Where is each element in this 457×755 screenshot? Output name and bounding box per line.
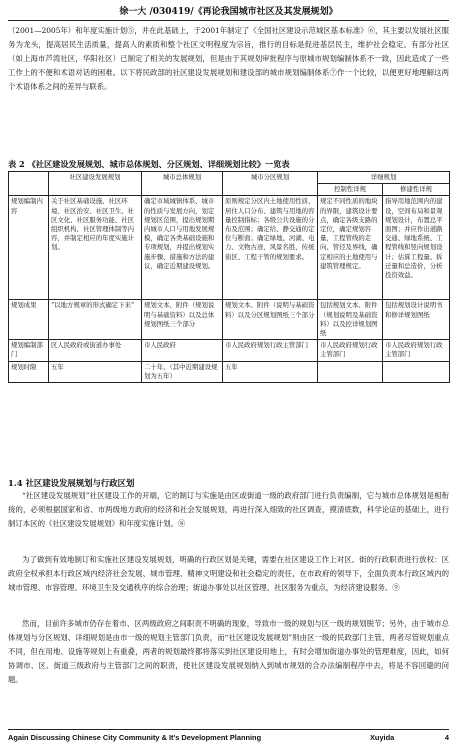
col-header-district: 城市分区规划 bbox=[223, 172, 318, 196]
running-header: 徐一大 /030419/《再论我国城市社区及其发展规划》 bbox=[119, 7, 338, 17]
row-header: 规划成果 bbox=[9, 300, 49, 340]
footer-rule bbox=[8, 729, 449, 730]
body-paragraph: “社区建设发展规划”社区建设工作的开端，它的制订与实施是由区或街道一级的政府部门进行负责编制，它与城市总体规划是相衔接的，必须根据国家和省、市两级地方政府的经济和社会发展规划，再进行深入细致的社区调查，摸清底数，科学论证的基础上，进行制订本区的《社区建设发展规划》和年度实施计划。⑧ bbox=[8, 491, 449, 528]
table-row bbox=[9, 340, 450, 361]
table-title: 表 2 《社区建设发展规划、城市总体规划、分区规划、详细规划比较》一览表 bbox=[8, 159, 290, 169]
table-cell: 市人民政府规划行政主管部门 bbox=[223, 340, 318, 361]
col-header-control: 控制性详规 bbox=[318, 184, 383, 196]
col-header-detailed: 详细规划 bbox=[318, 172, 450, 184]
row-header: 规划时限 bbox=[9, 361, 49, 382]
table-cell: 规定不同性质的地块的界限，建筑设计要点，确定各级支路的定位，确定规划容量，工程管线的走向、管径及界线，确定相应的土地使用与建筑管理规定。 bbox=[318, 196, 383, 300]
col-header-community: 社区建设发展规划 bbox=[49, 172, 142, 196]
intro-paragraph: （2001—2005年）和年度实施计划⑤，并在此基础上，于2001年制定了《全国社区建设示范城区基本标准》⑥，其主要以发展社区服务为龙头，提高居民生活质量，提高人的素质和整个社区文明程度为宗旨，推行的目标是促进基层民主，维护社会稳定。有部分社区（如上海市芦湾社区，华阳社区）已制定了相关的发展规划，但是由于其规划审批程序与原城市规划编制体系不一致，因此造成了一些工作上的不便和术语对话的困难。以下将民政部的社区建设发展规划和建设部的城市规划编制体系⑦作一个比较，以便更好地理解这两个术语体系之间的差异与联系。 bbox=[8, 26, 449, 91]
body-paragraph: 然而，目前许多城市仍存在着市、区两级政府之间职责不明确的现象，导致市一级的规划与区一级的规划脱节；另外，由于城市总体规划与分区规划、详细规划是由市一级的规划主管部门负责，而“社区建设发展规划”则由区一级的民政部门主管，两者尽管规划重点不同，但在用地、设施等规划上有重叠，两者的规划最终都将落实到社区建设用地上，有时会增加街道办事处的管理难度，因此，如何协调市、区、街道三级政府与主管部门之间的职责，使社区建设发展规划纳入到城市规划的合办法编制程序中去，将是不容回避的问题。 bbox=[8, 619, 449, 684]
table-corner-cell bbox=[9, 172, 49, 196]
table-cell bbox=[318, 361, 383, 382]
page-number: 4 bbox=[444, 733, 449, 742]
comparison-table bbox=[8, 171, 450, 383]
table-cell: 指导用地范围内的建设，空间布局和景观规划设计，布置总平面图；并应作出道路交通、绿地系统、工程管线和竖向规划设计；估算工程量、拆迁量和总造价，分析投资效益。 bbox=[383, 196, 450, 300]
table-cell: 规划文本、附件（规划说明与基础资料）以及总体规划图纸三个部分 bbox=[142, 300, 223, 340]
table-cell: 确定市域城镇体系、城市的性质与发展方向，划定规划区范围，提出规划期内城市人口与用地发展规模，确定各类基础设施和专项规划，并提出规划实施步骤、措施和方法的建议，确定近期建设规划。 bbox=[142, 196, 223, 300]
table-cell: 市人民政府 bbox=[142, 340, 223, 361]
table-cell: 包括规划设计说明书和修详规划图纸 bbox=[383, 300, 450, 340]
header-rule bbox=[8, 20, 449, 21]
table-cell: “以地方规章的形式确定下来” bbox=[49, 300, 142, 340]
table-row bbox=[9, 300, 450, 340]
table-cell: 包括规划文本、附件（规划说明及基础资料）以及控详规划图纸 bbox=[318, 300, 383, 340]
table-cell: 五年 bbox=[49, 361, 142, 382]
table-cell: 市人民政府规划行政主管部门 bbox=[318, 340, 383, 361]
table-cell: 五年 bbox=[223, 361, 318, 382]
table-cell: 区人民政府或街道办事处 bbox=[49, 340, 142, 361]
table-cell: 规划文本、附件（说明与基础资料）以及分区规划图纸三个部分 bbox=[223, 300, 318, 340]
table-cell: 关于社区基础设施、社区环境、社区治安、社区卫生、社区文化、社区服务功能、社区组织机构、社区管理体制等内容，并制定相应的年度实施计划。 bbox=[49, 196, 142, 300]
table-row bbox=[9, 361, 450, 382]
table-row bbox=[9, 196, 450, 300]
row-header: 规划编制内容 bbox=[9, 196, 49, 300]
body-paragraph: 为了做到有效地制订和实施社区建设发展规划，明确的行政区划是关键，需要在社区建设工作上对区、街的行政职责进行放权：区政府全权承担本行政区域内经济社会发展、城市管理、精神文明建设和社会稳定的责任，在市政府的领导下，全面负责本行政区域内的城市管理、市容管理、环境卫生及交通秩序的综合治理；街道办事处以社区管理、社区服务为重点，为经济建设服务。⑨ bbox=[8, 555, 449, 592]
row-header: 规划编制部门 bbox=[9, 340, 49, 361]
footer-author: Xuyida bbox=[370, 733, 395, 742]
col-header-master: 城市总体规划 bbox=[142, 172, 223, 196]
col-header-constructive: 修建性详规 bbox=[383, 184, 450, 196]
section-heading: 1.4 社区建设发展规划与行政区划 bbox=[8, 478, 135, 488]
table-cell: 二十年，（其中近期建设规划为五年） bbox=[142, 361, 223, 382]
footer-title: Again Discussing Chinese City Community & It's Development Planning bbox=[8, 733, 262, 742]
table-cell bbox=[383, 361, 450, 382]
table-cell: 原则规定分区内土地使用性质、居住人口分布、建筑与用地的容量控制指标；各级公共设施的分布及范围；确定给、静交通的定位与断面；确定绿地、河湖、电力、文物古迹、风景名胜、传统街区、工程干管的规划要求。 bbox=[223, 196, 318, 300]
table-cell: 市人民政府规划行政主管部门 bbox=[383, 340, 450, 361]
